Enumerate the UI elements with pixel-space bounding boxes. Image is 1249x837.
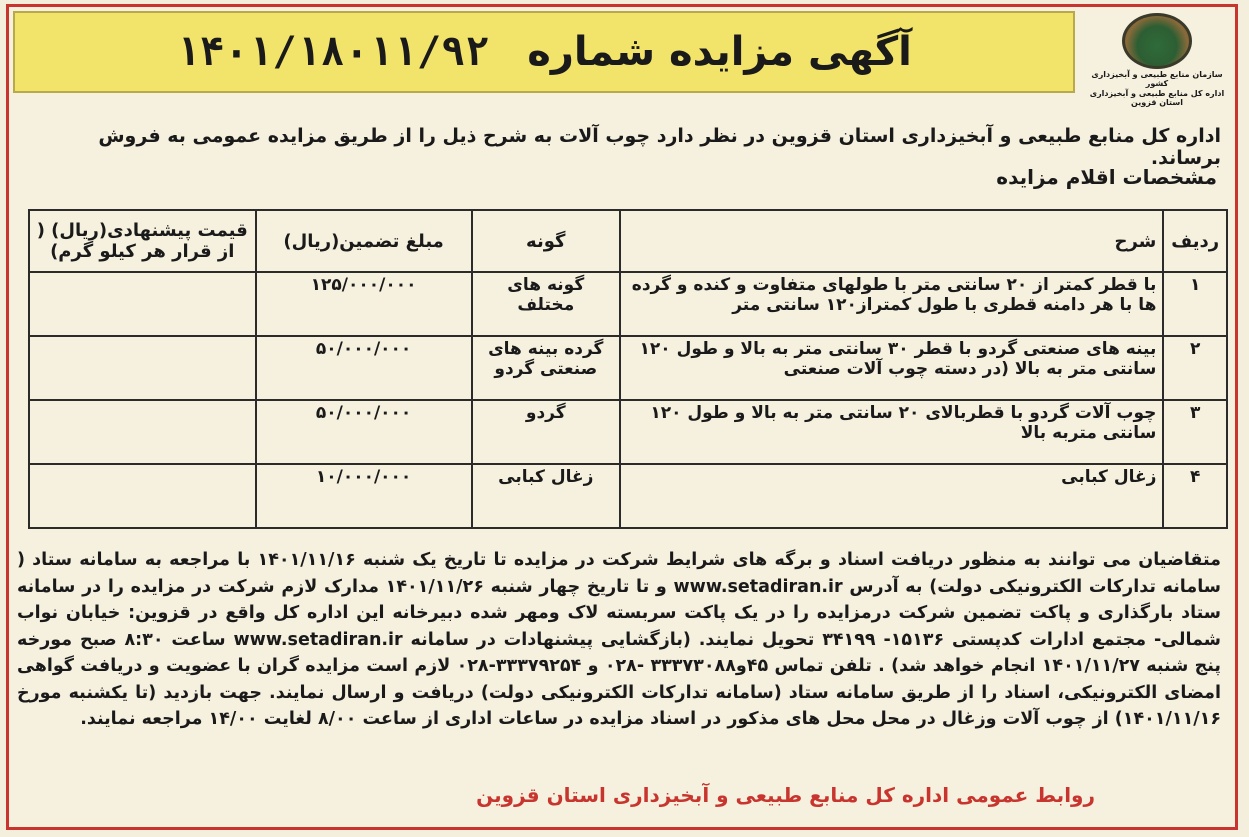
specs-title: مشخصات اقلام مزایده [996, 165, 1217, 189]
cell-species: گرده بینه های صنعتی گردو [472, 336, 620, 400]
items-table [28, 209, 1228, 529]
logo-line-2: اداره کل منابع طبیعی و آبخیزداری استان قزوین [1089, 89, 1225, 107]
cell-species: زغال کبابی [472, 464, 620, 528]
footer-signature: روابط عمومی اداره کل منابع طبیعی و آبخیزداری استان قزوین [476, 783, 1095, 807]
cell-description: زغال کبابی [620, 464, 1164, 528]
cell-price [29, 464, 256, 528]
cell-bond: ۵۰/۰۰۰/۰۰۰ [256, 400, 472, 464]
table-row [29, 464, 1227, 528]
cell-row-number: ۲ [1163, 336, 1227, 400]
cell-row-number: ۱ [1163, 272, 1227, 336]
logo-line-1: سازمان منابع طبیعی و آبخیزداری کشور [1091, 70, 1223, 88]
cell-description: با قطر کمتر از ۲۰ سانتی متر با طولهای متفاوت و کنده و گرده ها با هر دامنه قطری با طول کمتراز۱۲۰ سانتی متر [620, 272, 1164, 336]
header-price: قیمت پیشنهادی(ریال) ( از قرار هر کیلو گرم) [29, 210, 256, 272]
cell-price [29, 400, 256, 464]
table-header-row [29, 210, 1227, 272]
intro-paragraph: اداره کل منابع طبیعی و آبخیزداری استان قزوین در نظر دارد چوب آلات به شرح ذیل را از طریق مزایده عمومی به فروش برساند. [98, 125, 1221, 169]
cell-species: گونه های مختلف [472, 272, 620, 336]
header-bond: مبلغ تضمین(ریال) [256, 210, 472, 272]
cell-species: گردو [472, 400, 620, 464]
header-species: گونه [472, 210, 620, 272]
header-description: شرح [620, 210, 1164, 272]
notice-title: آگهی مزایده شماره [527, 29, 912, 75]
emblem-icon [1122, 13, 1192, 69]
organization-logo [1083, 11, 1231, 107]
cell-bond: ۱۲۵/۰۰۰/۰۰۰ [256, 272, 472, 336]
table-row [29, 272, 1227, 336]
cell-row-number: ۴ [1163, 464, 1227, 528]
cell-description: چوب آلات گردو با قطربالای ۲۰ سانتی متر به بالا و طول ۱۲۰ سانتی متربه بالا [620, 400, 1164, 464]
cell-description: بینه های صنعتی گردو با قطر ۳۰ سانتی متر به بالا و طول ۱۲۰ سانتی متر به بالا (در دسته چوب آلات صنعتی [620, 336, 1164, 400]
cell-bond: ۱۰/۰۰۰/۰۰۰ [256, 464, 472, 528]
conditions-paragraph: متقاضیان می توانند به منظور دریافت اسناد و برگه های شرایط شرکت در مزایده تا تاریخ یک شنبه ۱۴۰۱/۱۱/۱۶ با مراجعه به سامانه ستاد ( سامانه تدارکات الکترونیکی دولت) به آدرس www.setadiran.ir و تا تاریخ چهار شنبه ۱۴۰۱/۱۱/۲۶ مدارک لازم شرکت در مزایده را در سامانه ستاد بارگذاری و پاکت تضمین شرکت درمزایده را در یک پاکت سربسته لاک ومهر شده دبیرخانه این اداره کل واقع در قزوین: خیابان نواب شمالی- مجتمع ادارات کدپستی ۱۵۱۳۶- ۳۴۱۹۹ تحویل نمایند. (بازگشایی پیشنهادات در سامانه www.setadiran.ir ساعت ۸:۳۰ صبح مورخه پنج شنبه ۱۴۰۱/۱۱/۲۷ انجام خواهد شد) . تلفن تماس ۴۵و۳۳۳۷۳۰۸۸ -۰۲۸ و ۳۳۳۷۹۲۵۴-۰۲۸ لازم است مزایده گران با عضویت و دریافت گواهی امضای الکترونیکی، اسناد را از طریق سامانه ستاد (سامانه تدارکات الکترونیکی دولت) دریافت و ارسال نمایند. جهت بازدید (تا یکشنبه مورخ ۱۴۰۱/۱۱/۱۶) از چوب آلات وزغال در محل محل های مذکور در اسناد مزایده در ساعات اداری از ساعت ۸/۰۰ لغایت ۱۴/۰۰ مراجعه نمایند. [17, 550, 1222, 729]
cell-price [29, 272, 256, 336]
cell-bond: ۵۰/۰۰۰/۰۰۰ [256, 336, 472, 400]
table-row [29, 400, 1227, 464]
header-row-number: ردیف [1163, 210, 1227, 272]
notice-page [6, 4, 1238, 830]
table-row [29, 336, 1227, 400]
notice-header [13, 11, 1075, 93]
cell-price [29, 336, 256, 400]
cell-row-number: ۳ [1163, 400, 1227, 464]
notice-number: ۱۴۰۱/۱۸۰۱۱/۹۲ [176, 29, 490, 75]
